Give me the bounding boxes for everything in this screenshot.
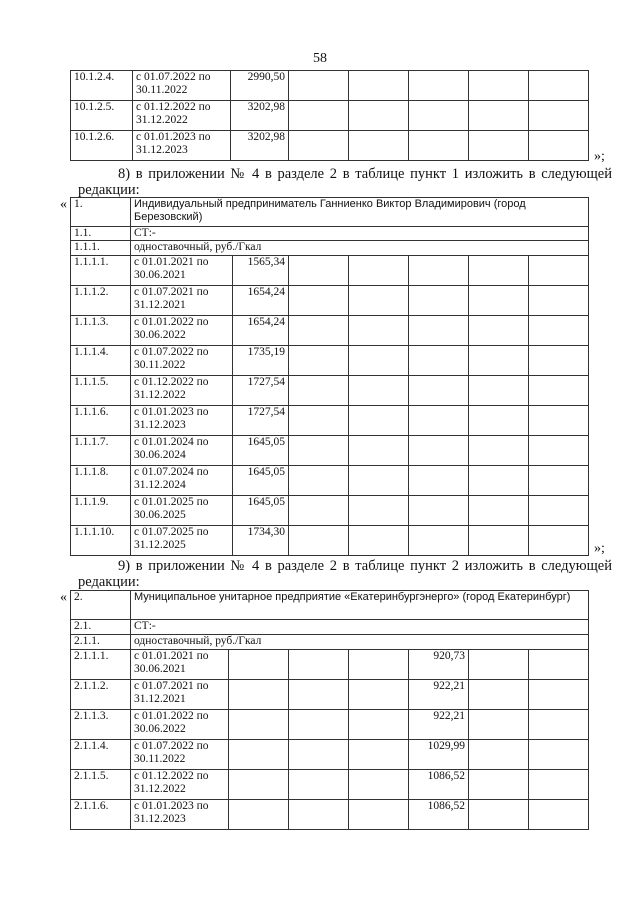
table1-sub1-row [71,227,589,241]
empty-cell [469,131,529,161]
empty-cell [529,71,589,101]
empty-cell [529,710,589,740]
table1-sub2-text: одноставочный, руб./Гкал [131,241,589,256]
table-row [71,256,589,286]
row-tariff-value: 1645,05 [233,466,289,496]
row-code: 1.1.1.6. [71,406,131,436]
empty-cell [349,406,409,436]
period-start: с 01.12.2022 по [136,101,211,113]
empty-cell [289,376,349,406]
empty-cell [289,526,349,556]
empty-cell [289,680,349,710]
table-row [71,406,589,436]
empty-cell [349,650,409,680]
paragraph-8-line1: 8) в приложении № 4 в разделе 2 в таблице пункт 1 изложить в следующей [118,166,612,182]
empty-cell [469,680,529,710]
table2-head-text: Муниципальное унитарное предприятие «Екатеринбургэнерго» (город Екатеринбург) [131,591,589,620]
period-start: с 01.07.2022 по [134,740,209,752]
paragraph-8 [78,166,612,198]
empty-cell [409,286,469,316]
table-row [71,496,589,526]
empty-cell [469,346,529,376]
period-start: с 01.12.2022 по [134,770,209,782]
row-code: 1.1.1.2. [71,286,131,316]
table1-header-row [71,198,589,227]
row-period [131,740,229,770]
period-start: с 01.01.2021 по [134,256,209,268]
row-tariff-value: 2990,50 [231,71,289,101]
table-row [71,710,589,740]
empty-cell [349,101,409,131]
empty-cell [349,71,409,101]
empty-cell [529,740,589,770]
period-end: 31.12.2022 [134,783,186,795]
row-period [131,496,233,526]
paragraph-8-line2: редакции: [78,182,140,198]
row-tariff-value: 1029,99 [409,740,469,770]
empty-cell [349,131,409,161]
empty-cell [469,316,529,346]
empty-cell [529,800,589,830]
empty-cell [409,526,469,556]
empty-cell [349,740,409,770]
empty-cell [529,650,589,680]
period-end: 30.06.2022 [134,329,186,341]
empty-cell [229,740,289,770]
empty-cell [409,406,469,436]
tariff-table-2 [70,590,589,830]
row-code: 1.1.1.10. [71,526,131,556]
row-code: 2.1.1.4. [71,740,131,770]
empty-cell [529,496,589,526]
empty-cell [349,526,409,556]
period-end: 30.06.2024 [134,449,186,461]
period-end: 31.12.2023 [136,144,188,156]
table-row [71,800,589,830]
empty-cell [529,286,589,316]
empty-cell [289,650,349,680]
empty-cell [229,680,289,710]
row-tariff-value: 1645,05 [233,496,289,526]
row-period [131,286,233,316]
table-row [71,376,589,406]
period-start: с 01.01.2022 по [134,316,209,328]
table-row [71,526,589,556]
row-tariff-value: 1654,24 [233,286,289,316]
empty-cell [229,800,289,830]
empty-cell [529,101,589,131]
table1-sub1-code: 1.1. [71,227,131,241]
empty-cell [349,680,409,710]
empty-cell [289,740,349,770]
row-code: 10.1.2.6. [71,131,133,161]
row-tariff-value: 922,21 [409,710,469,740]
period-end: 31.12.2023 [134,813,186,825]
empty-cell [229,710,289,740]
period-end: 30.11.2022 [134,359,186,371]
period-start: с 01.01.2022 по [134,710,209,722]
empty-cell [469,800,529,830]
table-row [71,131,589,161]
table1-sub1-text: СТ:- [131,227,589,241]
table2-sub1-text: СТ:- [131,620,589,635]
empty-cell [469,710,529,740]
period-end: 31.12.2023 [134,419,186,431]
empty-cell [409,466,469,496]
row-code: 1.1.1.9. [71,496,131,526]
empty-cell [289,770,349,800]
empty-cell [469,406,529,436]
empty-cell [349,466,409,496]
row-period [131,256,233,286]
table1-head-code: 1. [71,198,131,227]
empty-cell [469,526,529,556]
empty-cell [529,406,589,436]
empty-cell [409,346,469,376]
empty-cell [349,316,409,346]
period-end: 31.12.2024 [134,479,186,491]
row-tariff-value: 3202,98 [231,131,289,161]
empty-cell [529,316,589,346]
period-end: 31.12.2022 [134,389,186,401]
table2-sub1-row [71,620,589,635]
period-start: с 01.01.2023 по [134,406,209,418]
empty-cell [409,436,469,466]
row-period [131,526,233,556]
row-tariff-value: 1086,52 [409,770,469,800]
table-row [71,346,589,376]
empty-cell [349,770,409,800]
opening-quote-table2: « [60,590,67,605]
empty-cell [529,770,589,800]
period-start: с 01.07.2022 по [136,71,211,83]
empty-cell [349,256,409,286]
row-code: 1.1.1.1. [71,256,131,286]
paragraph-9-line1: 9) в приложении № 4 в разделе 2 в таблице пункт 2 изложить в следующей [118,558,612,574]
table2-header-row [71,591,589,620]
table1-head-text: Индивидуальный предприниматель Ганниенко Виктор Владимирович (город Березовский) [131,198,589,227]
empty-cell [469,256,529,286]
table-row [71,286,589,316]
table-row [71,316,589,346]
row-tariff-value: 1727,54 [233,406,289,436]
row-period [131,436,233,466]
period-end: 30.06.2022 [134,723,186,735]
table1-sub2-row [71,241,589,256]
empty-cell [469,466,529,496]
row-period [131,770,229,800]
row-code: 1.1.1.3. [71,316,131,346]
empty-cell [469,376,529,406]
table2-sub2-text: одноставочный, руб./Гкал [131,635,589,650]
table-row [71,740,589,770]
row-tariff-value: 3202,98 [231,101,289,131]
row-code: 2.1.1.5. [71,770,131,800]
empty-cell [349,800,409,830]
empty-cell [289,101,349,131]
empty-cell [469,286,529,316]
period-end: 31.12.2021 [134,299,186,311]
table-row [71,436,589,466]
period-start: с 01.01.2023 по [134,800,209,812]
empty-cell [289,466,349,496]
row-period [131,680,229,710]
period-start: с 01.07.2025 по [134,526,209,538]
row-code: 1.1.1.7. [71,436,131,466]
empty-cell [409,101,469,131]
row-period [131,650,229,680]
period-start: с 01.01.2021 по [134,650,209,662]
table2-sub2-row [71,635,589,650]
period-start: с 01.07.2021 по [134,286,209,298]
period-end: 30.11.2022 [134,753,186,765]
table-row [71,770,589,800]
row-code: 1.1.1.4. [71,346,131,376]
table2-head-code: 2. [71,591,131,620]
opening-quote-table1: « [60,197,67,212]
row-tariff-value: 1565,34 [233,256,289,286]
tariff-table-1 [70,197,589,556]
table2-sub1-code: 2.1. [71,620,131,635]
table-row [71,680,589,710]
row-code: 2.1.1.1. [71,650,131,680]
empty-cell [469,740,529,770]
empty-cell [349,496,409,526]
row-code: 2.1.1.3. [71,710,131,740]
page-number: 58 [313,51,327,66]
period-start: с 01.01.2024 по [134,436,209,448]
period-start: с 01.01.2025 по [134,496,209,508]
row-period [131,406,233,436]
empty-cell [469,650,529,680]
empty-cell [349,710,409,740]
row-code: 10.1.2.5. [71,101,133,131]
table-row [71,101,589,131]
empty-cell [289,710,349,740]
period-start: с 01.07.2021 по [134,680,209,692]
row-period [131,466,233,496]
row-code: 10.1.2.4. [71,71,133,101]
empty-cell [409,131,469,161]
period-start: с 01.01.2023 по [136,131,211,143]
period-end: 30.06.2025 [134,509,186,521]
empty-cell [289,436,349,466]
period-end: 30.06.2021 [134,663,186,675]
row-tariff-value: 922,21 [409,680,469,710]
empty-cell [469,71,529,101]
empty-cell [349,376,409,406]
empty-cell [529,436,589,466]
row-period [131,346,233,376]
empty-cell [229,770,289,800]
empty-cell [409,376,469,406]
period-end: 31.12.2021 [134,693,186,705]
table-row [71,650,589,680]
table-row [71,71,589,101]
empty-cell [289,346,349,376]
table-row [71,466,589,496]
empty-cell [289,256,349,286]
empty-cell [289,800,349,830]
empty-cell [529,256,589,286]
row-tariff-value: 1735,19 [233,346,289,376]
row-period [131,800,229,830]
period-end: 31.12.2025 [134,539,186,551]
empty-cell [409,256,469,286]
row-code: 1.1.1.5. [71,376,131,406]
empty-cell [289,131,349,161]
empty-cell [469,770,529,800]
period-start: с 01.12.2022 по [134,376,209,388]
row-tariff-value: 1645,05 [233,436,289,466]
empty-cell [289,316,349,346]
closing-quote-table1: »; [594,541,605,556]
paragraph-9-line2: редакции: [78,574,140,590]
table1-sub2-code: 1.1.1. [71,241,131,256]
empty-cell [469,496,529,526]
closing-quote-top: »; [594,149,605,164]
row-tariff-value: 1654,24 [233,316,289,346]
empty-cell [469,101,529,131]
empty-cell [349,346,409,376]
empty-cell [529,680,589,710]
empty-cell [289,286,349,316]
empty-cell [409,496,469,526]
row-code: 1.1.1.8. [71,466,131,496]
row-period [131,376,233,406]
period-start: с 01.07.2024 по [134,466,209,478]
empty-cell [529,526,589,556]
empty-cell [529,376,589,406]
row-period [133,71,231,101]
row-code: 2.1.1.2. [71,680,131,710]
empty-cell [349,286,409,316]
period-start: с 01.07.2022 по [134,346,209,358]
empty-cell [349,436,409,466]
period-end: 30.11.2022 [136,84,188,96]
period-end: 31.12.2022 [136,114,188,126]
empty-cell [289,406,349,436]
empty-cell [529,131,589,161]
row-period [133,131,231,161]
empty-cell [289,71,349,101]
empty-cell [469,436,529,466]
paragraph-9 [78,558,612,590]
empty-cell [409,71,469,101]
row-period [131,710,229,740]
empty-cell [529,346,589,376]
row-period [133,101,231,131]
tariff-table-continuation [70,70,589,161]
row-period [131,316,233,346]
row-tariff-value: 1086,52 [409,800,469,830]
table2-sub2-code: 2.1.1. [71,635,131,650]
empty-cell [289,496,349,526]
empty-cell [229,650,289,680]
empty-cell [529,466,589,496]
empty-cell [409,316,469,346]
row-code: 2.1.1.6. [71,800,131,830]
period-end: 30.06.2021 [134,269,186,281]
row-tariff-value: 920,73 [409,650,469,680]
row-tariff-value: 1734,30 [233,526,289,556]
row-tariff-value: 1727,54 [233,376,289,406]
